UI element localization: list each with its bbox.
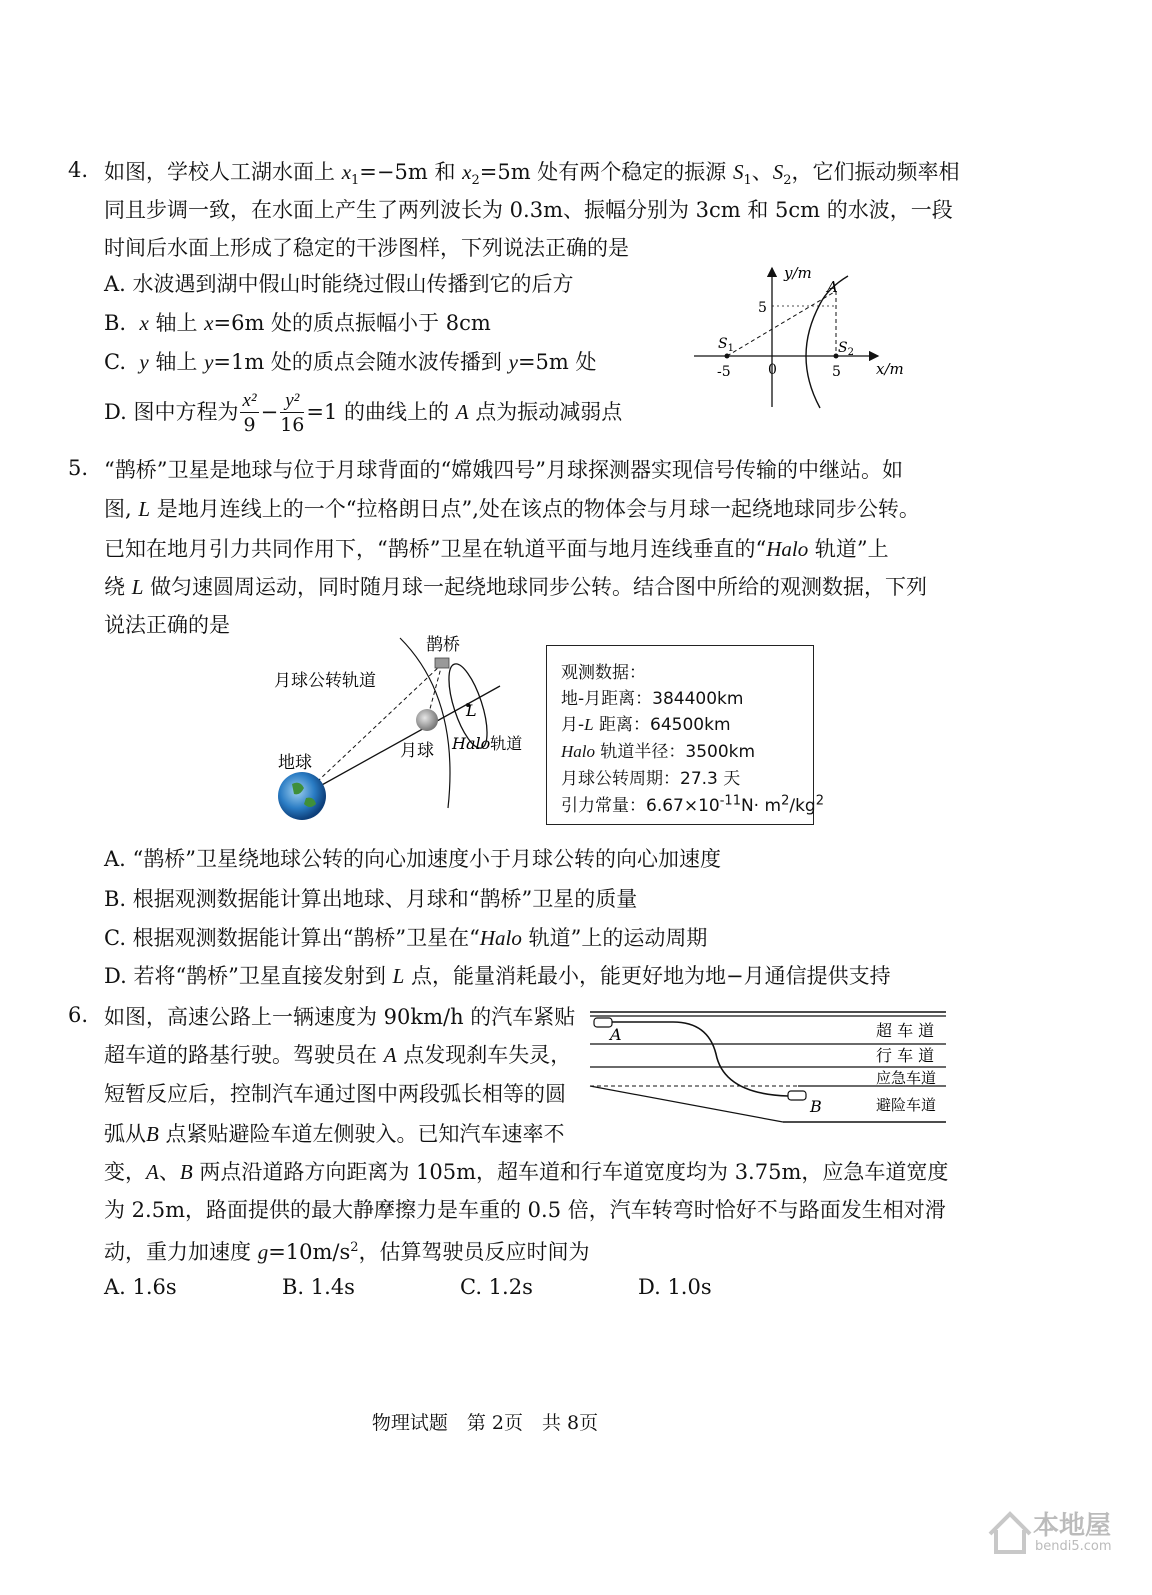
q4-option-c: C. y 轴上 y=1m 处的质点会随水波传播到 y=5m 处 (104, 350, 597, 374)
point-a-label: A (827, 278, 838, 296)
s1-to-a-dashed (727, 291, 836, 356)
q6-highway-figure (588, 1008, 948, 1128)
queqiao-satellite-icon (435, 658, 449, 668)
car-path (608, 1022, 788, 1096)
data-gravitational-constant: 引力常量：$6.67\times 10^{-11}N\cdot m^2/kg^2$ (561, 793, 824, 816)
label-l: L (466, 701, 477, 720)
observation-data-box (546, 645, 824, 825)
q6-stem-line2: 超车道的路基行驶。驾驶员在 A 点发现刹车失灵， (104, 1043, 572, 1067)
watermark-name: 本地屋 (1033, 1511, 1112, 1541)
data-moon-l-distance: 月-L 距离：64500km (561, 715, 731, 735)
y-axis-label: y/m (784, 264, 812, 282)
q6-option-b: B. 1.4s (282, 1275, 355, 1299)
q6-option-c: C. 1.2s (460, 1275, 533, 1299)
data-earth-moon-distance: 地-月距离：384400km (561, 689, 744, 709)
q6-stem-line6: 为 2.5m，路面提供的最大静摩擦力是车重的 0.5 倍，汽车转弯时恰好不与路面发生相对滑 (104, 1198, 946, 1222)
q4-stem-line2: 同且步调一致，在水面上产生了两列波长为 0.3m、振幅分别为 3cm 和 5cm 的水波，一段 (104, 198, 953, 222)
moon (416, 709, 438, 731)
lane-escape-label: 避险车道 (876, 1096, 937, 1114)
label-halo-orbit: Halo轨道 (452, 734, 523, 753)
q5-number: 5. (68, 456, 89, 480)
q5-stem-line3: 已知在地月引力共同作用下，“鹊桥”卫星在轨道平面与地月连线垂直的“Halo 轨道”上 (104, 537, 889, 561)
q5-earth-moon-figure (260, 628, 540, 828)
q5-stem-line5: 说法正确的是 (104, 613, 230, 637)
lane-overtaking-label: 超 车 道 (876, 1021, 935, 1040)
q4-number: 4. (68, 158, 89, 182)
x-axis-label: x/m (876, 360, 904, 378)
car-b-icon (788, 1091, 806, 1100)
q6-stem-line3: 短暂反应后，控制汽车通过图中两段弧长相等的圆 (104, 1082, 566, 1106)
q5-option-d: D. 若将“鹊桥”卫星直接发射到 L 点，能量消耗最小，能更好地为地−月通信提供支持 (104, 964, 891, 988)
q4-option-b: B. x 轴上 x=6m 处的质点振幅小于 8cm (104, 311, 491, 335)
lane-driving-label: 行 车 道 (876, 1046, 935, 1065)
label-queqiao: 鹊桥 (426, 635, 460, 655)
data-halo-radius: Halo 轨道半径：3500km (561, 742, 756, 762)
tick-x-neg5: -5 (717, 364, 731, 380)
q4-stem-line1: 如图，学校人工湖水面上 $x_1=-5m$ 和 $x_2=5m$ 处有两个稳定的振源 $S_1$、$S_2$，它们振动频率相 (104, 160, 960, 189)
q5-stem-line2: 图, L 是地月连线上的一个“拉格朗日点”,处在该点的物体会与月球一起绕地球同步公转。 (104, 497, 920, 521)
q6-stem-line1: 如图，高速公路上一辆速度为 90km/h 的汽车紧贴 (104, 1005, 576, 1029)
point-b-label: B (810, 1097, 822, 1116)
q6-stem-line5: 变，A、B 两点沿道路方向距离为 105m，超车道和行车道宽度均为 3.75m，应急车道宽度 (104, 1160, 949, 1184)
q5-option-a: A. “鹊桥”卫星绕地球公转的向心加速度小于月球公转的向心加速度 (104, 847, 721, 871)
source-s1-dot (725, 354, 730, 359)
q6-number: 6. (68, 1003, 89, 1027)
q5-option-c: C. 根据观测数据能计算出“鹊桥”卫星在“Halo 轨道”上的运动周期 (104, 926, 708, 950)
origin-label: 0 (768, 362, 777, 378)
q6-stem-line4: 弧从B 点紧贴避险车道左侧驶入。已知汽车速率不 (104, 1122, 565, 1146)
s2-label: $S_2$ (838, 340, 854, 358)
q4-option-d: D. 图中方程为 $\frac{\text{x²}}{9}$ − $\frac{\text{y²}}{16}$ =1 的曲线上的 A 点为振动减弱点 (104, 390, 623, 436)
q4-option-a: A. 水波遇到湖中假山时能绕过假山传播到它的后方 (104, 272, 574, 296)
q6-option-a: A. 1.6s (104, 1275, 177, 1299)
tick-y5: 5 (758, 300, 767, 316)
watermark-url: bendi5.com (1035, 1539, 1112, 1554)
q5-option-b: B. 根据观测数据能计算出地球、月球和“鹊桥”卫星的质量 (104, 887, 638, 911)
s1-label: $S_1$ (718, 336, 734, 354)
q5-stem-line1: “鹊桥”卫星是地球与位于月球背面的“嫦娥四号”月球探测器实现信号传输的中继站。如 (104, 458, 903, 482)
page-footer: 物理试题 第 2页 共 8页 (371, 1412, 599, 1434)
q5-stem-line4: 绕 L 做匀速圆周运动，同时随月球一起绕地球同步公转。结合图中所给的观测数据，下列 (104, 575, 928, 599)
data-title: 观测数据： (561, 663, 646, 683)
q4-stem-line3: 时间后水面上形成了稳定的干涉图样，下列说法正确的是 (104, 236, 629, 260)
fraction-x2-over-9: $\frac{\text{x²}}{9}$ (242, 390, 257, 436)
lane-emergency-label: 应急车道 (876, 1069, 937, 1087)
tick-x5: 5 (832, 364, 841, 380)
label-moon-orbit: 月球公转轨道 (274, 671, 376, 691)
earth (278, 772, 326, 820)
q6-option-d: D. 1.0s (638, 1275, 712, 1299)
q4-hyperbola-figure (690, 262, 920, 412)
fraction-y2-over-16: $\frac{\text{y²}}{16}$ (280, 390, 305, 436)
point-a-label: A (610, 1025, 622, 1044)
label-moon: 月球 (400, 741, 434, 761)
data-moon-period: 月球公转周期：27.3 天 (561, 769, 741, 789)
q6-stem-line7: 动，重力加速度 $g=10m/s^2$，估算驾驶员反应时间为 (104, 1240, 590, 1264)
label-earth: 地球 (278, 753, 312, 773)
